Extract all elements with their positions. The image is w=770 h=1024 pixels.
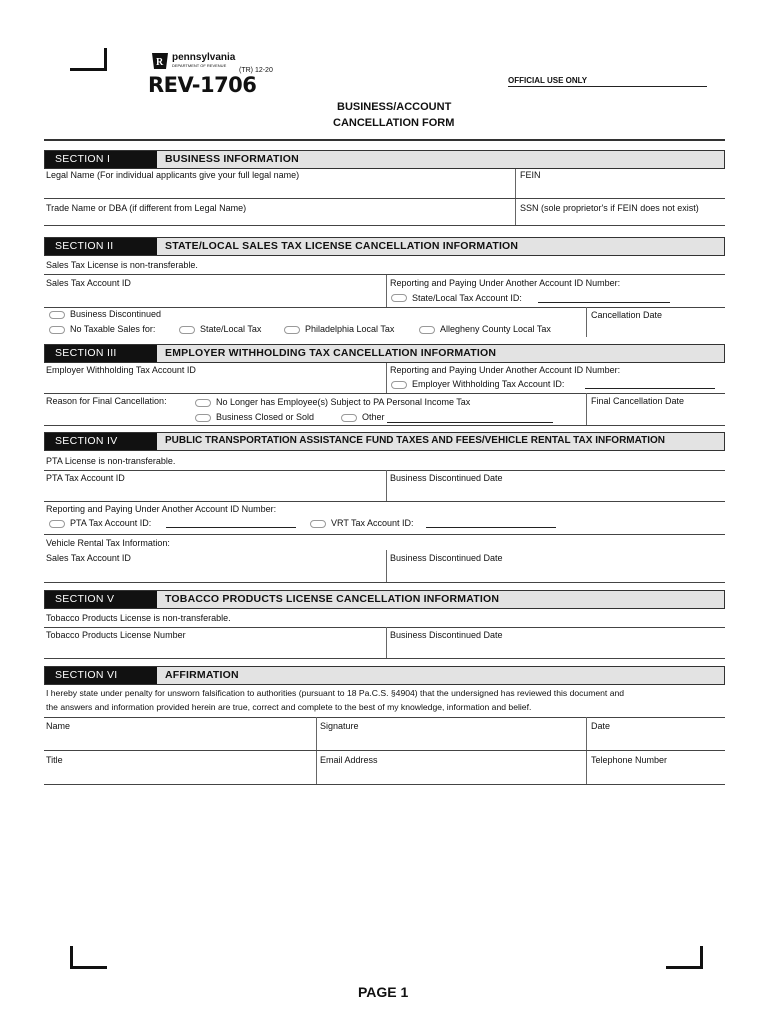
divider — [44, 274, 725, 275]
reporting-another-label: Reporting and Paying Under Another Account ID Number: — [390, 365, 621, 375]
vehicle-sales-account-field[interactable]: Sales Tax Account ID — [46, 553, 131, 563]
divider — [386, 550, 387, 582]
reporting-another-label: Reporting and Paying Under Another Account ID Number: — [390, 278, 621, 288]
affirmation-text-line1: I hereby state under penalty for unsworn falsification to authorities (pursuant to 18 Pa.C.S. §4904) that the undersigned has reviewed this document and — [46, 688, 625, 698]
section-title: TOBACCO PRODUCTS LICENSE CANCELLATION INFORMATION — [165, 593, 500, 605]
other-reason-checkbox[interactable] — [341, 414, 357, 422]
withholding-other-account-label: Employer Withholding Tax Account ID: — [412, 379, 565, 389]
vrt-account-label: VRT Tax Account ID: — [331, 518, 414, 528]
divider — [386, 275, 387, 307]
signature-field[interactable]: Signature — [320, 721, 359, 731]
section-3-header — [44, 344, 725, 363]
no-taxable-sales-checkbox[interactable] — [49, 326, 65, 334]
closed-sold-label: Business Closed or Sold — [216, 412, 315, 422]
divider — [44, 627, 725, 628]
crop-mark-top-left — [70, 48, 107, 71]
reason-cancellation-label: Reason for Final Cancellation: — [46, 396, 167, 406]
section-title: EMPLOYER WITHHOLDING TAX CANCELLATION INFORMATION — [165, 347, 497, 359]
section-6-header — [44, 666, 725, 685]
form-title-line1: BUSINESS/ACCOUNT — [337, 101, 452, 113]
section-title: STATE/LOCAL SALES TAX LICENSE CANCELLATION INFORMATION — [165, 240, 519, 252]
section-title: AFFIRMATION — [165, 669, 239, 681]
page-number: PAGE 1 — [358, 984, 409, 1000]
divider — [44, 307, 725, 308]
divider — [386, 363, 387, 393]
divider — [44, 501, 725, 502]
revision-code: (TR) 12-20 — [239, 67, 273, 74]
vehicle-rental-label: Vehicle Rental Tax Information: — [46, 538, 170, 548]
section-number: SECTION IV — [45, 433, 157, 450]
final-cancellation-date-field[interactable]: Final Cancellation Date — [591, 396, 685, 406]
tobacco-license-field[interactable]: Tobacco Products License Number — [46, 630, 186, 640]
divider — [44, 225, 725, 226]
tobacco-note: Tobacco Products License is non-transferable. — [46, 613, 231, 623]
pta-note: PTA License is non-transferable. — [46, 456, 176, 466]
official-use-line — [508, 86, 707, 87]
no-taxable-sales-label: No Taxable Sales for: — [70, 324, 156, 334]
logo-state-name: pennsylvania — [172, 52, 236, 63]
reporting-another-label: Reporting and Paying Under Another Account ID Number: — [46, 504, 277, 514]
pta-discontinued-date-field[interactable]: Business Discontinued Date — [390, 473, 503, 483]
tobacco-discontinued-date-field[interactable]: Business Discontinued Date — [390, 630, 503, 640]
section-number: SECTION VI — [45, 667, 157, 684]
crop-mark-bottom-right — [666, 946, 703, 969]
allegheny-tax-label: Allegheny County Local Tax — [440, 324, 551, 334]
divider — [44, 717, 725, 718]
business-discontinued-label: Business Discontinued — [70, 309, 162, 319]
state-local-account-line[interactable] — [538, 302, 670, 303]
pta-account-line[interactable] — [166, 527, 296, 528]
cancellation-date-field[interactable]: Cancellation Date — [591, 310, 663, 320]
affirmation-text-line2: the answers and information provided herein are true, correct and complete to the best of my knowledge, information and belief. — [46, 702, 532, 712]
divider — [44, 784, 725, 785]
section-title: BUSINESS INFORMATION — [165, 153, 299, 165]
trade-name-field[interactable]: Trade Name or DBA (if different from Legal Name) — [46, 203, 247, 213]
official-use-label: OFFICIAL USE ONLY — [508, 76, 588, 85]
section-4-header — [44, 432, 725, 451]
no-longer-employees-checkbox[interactable] — [195, 399, 211, 407]
divider — [44, 393, 725, 394]
header-divider — [44, 139, 725, 141]
state-local-tax-checkbox[interactable] — [179, 326, 195, 334]
closed-sold-checkbox[interactable] — [195, 414, 211, 422]
divider — [44, 198, 725, 199]
business-discontinued-checkbox[interactable] — [49, 311, 65, 319]
telephone-field[interactable]: Telephone Number — [591, 755, 668, 765]
divider — [515, 169, 516, 225]
state-local-tax-label: State/Local Tax — [200, 324, 262, 334]
logo-department: DEPARTMENT OF REVENUE — [172, 63, 227, 68]
section-number: SECTION I — [45, 151, 157, 168]
vrt-account-checkbox[interactable] — [310, 520, 326, 528]
withholding-other-account-line[interactable] — [585, 388, 715, 389]
svg-text:R: R — [156, 57, 164, 68]
section-1-header — [44, 150, 725, 169]
section-number: SECTION III — [45, 345, 157, 362]
keystone-icon — [150, 52, 170, 70]
divider — [586, 307, 587, 337]
section-5-header — [44, 590, 725, 609]
vehicle-discontinued-date-field[interactable]: Business Discontinued Date — [390, 553, 503, 563]
pa-revenue-logo — [150, 52, 236, 72]
section-number: SECTION V — [45, 591, 157, 608]
section-title: PUBLIC TRANSPORTATION ASSISTANCE FUND TAXES AND FEES/VEHICLE RENTAL TAX INFORMATION — [165, 435, 666, 446]
fein-field[interactable]: FEIN — [520, 170, 541, 180]
divider — [44, 750, 725, 751]
allegheny-tax-checkbox[interactable] — [419, 326, 435, 334]
divider — [44, 658, 725, 659]
sales-tax-account-field[interactable]: Sales Tax Account ID — [46, 278, 131, 288]
form-number: REV-1706 — [148, 73, 257, 97]
section-2-header — [44, 237, 725, 256]
withholding-account-field[interactable]: Employer Withholding Tax Account ID — [46, 365, 196, 375]
no-longer-employees-label: No Longer has Employee(s) Subject to PA Personal Income Tax — [216, 397, 471, 407]
other-reason-line[interactable] — [387, 422, 553, 423]
name-field[interactable]: Name — [46, 721, 71, 731]
section-number: SECTION II — [45, 238, 157, 255]
form-title-line2: CANCELLATION FORM — [333, 117, 455, 129]
sales-tax-note: Sales Tax License is non-transferable. — [46, 260, 198, 270]
divider — [44, 425, 725, 426]
pta-account-checkbox[interactable] — [49, 520, 65, 528]
pta-account-label: PTA Tax Account ID: — [70, 518, 152, 528]
crop-mark-bottom-left — [70, 946, 107, 969]
divider — [386, 470, 387, 501]
state-local-account-label: State/Local Tax Account ID: — [412, 293, 522, 303]
ssn-field[interactable]: SSN (sole proprietor's if FEIN does not exist) — [520, 203, 699, 213]
philadelphia-tax-label: Philadelphia Local Tax — [305, 324, 395, 334]
title-field[interactable]: Title — [46, 755, 63, 765]
divider — [386, 627, 387, 658]
divider — [44, 470, 725, 471]
date-field[interactable]: Date — [591, 721, 611, 731]
vrt-account-line[interactable] — [426, 527, 556, 528]
withholding-other-account-checkbox[interactable] — [391, 381, 407, 389]
philadelphia-tax-checkbox[interactable] — [284, 326, 300, 334]
other-reason-label: Other — [362, 412, 385, 422]
state-local-account-checkbox[interactable] — [391, 294, 407, 302]
divider — [586, 393, 587, 425]
divider — [44, 534, 725, 535]
email-field[interactable]: Email Address — [320, 755, 378, 765]
legal-name-field[interactable]: Legal Name (For individual applicants give your full legal name) — [46, 170, 300, 180]
pta-account-field[interactable]: PTA Tax Account ID — [46, 473, 125, 483]
divider — [44, 582, 725, 583]
